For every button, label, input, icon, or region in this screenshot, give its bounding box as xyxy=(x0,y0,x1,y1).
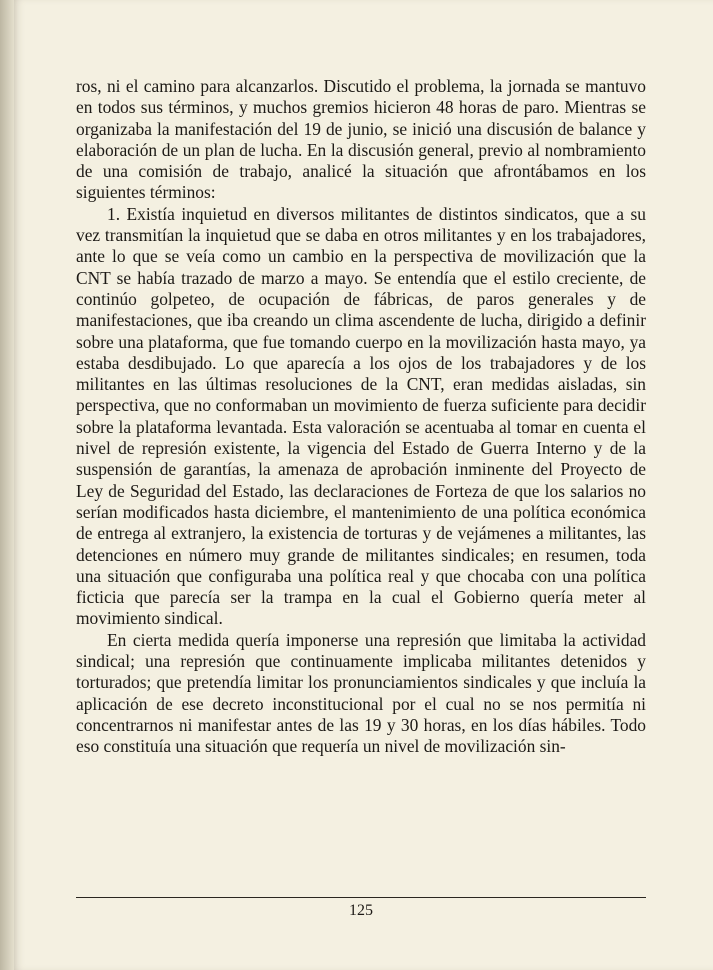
body-text xyxy=(76,76,646,758)
binding-shadow xyxy=(0,0,14,970)
footer-rule xyxy=(76,897,646,898)
paragraph-repression: En cierta medida quería imponerse una represión que limitaba la actividad sindical; una represión que continuamente implicaba militantes detenidos y torturados; que pretendía limitar los pronunciamientos sindicales y que incluía la aplicación de ese decreto inconstitucional por el cual no se nos permitía ni concentrarnos ni manifestar antes de las 19 y 30 horas, en los días hábiles. Todo eso constituía una situación que requería un nivel de movilización sin- xyxy=(76,629,646,757)
paragraph-continuation: ros, ni el camino para alcanzarlos. Discutido el problema, la jornada se mantuvo en todos sus términos, y muchos gremios hicieron 48 horas de paro. Mientras se organizaba la manifestación del 19 de junio, se inició una discusión de balance y elaboración de un plan de lucha. En la discusión general, previo al nombramiento de una comisión de trabajo, analicé la situación que afrontábamos en los siguientes términos: xyxy=(76,76,646,203)
paragraph-point-1: 1. Existía inquietud en diversos militantes de distintos sindicatos, que a su vez transmitían la inquietud que se daba en otros militantes y en los trabajadores, ante lo que se veía como un cambio en la perspectiva de movilización que la CNT se había trazado de marzo a mayo. Se entendía que el estilo creciente, de continúo golpeteo, de ocupación de fábricas, de paros generales y de manifestaciones, que iba creando un clima ascendente de lucha, dirigido a definir sobre una plataforma, que fue tomando cuerpo en la movilización hasta mayo, ya estaba desdibujado. Lo que aparecía a los ojos de los trabajadores y de los militantes en las últimas resoluciones de la CNT, eran medidas aisladas, sin perspectiva, que no conformaban un movimiento de fuerza suficiente para decidir sobre la plataforma levantada. Esta valoración se acentuaba al tomar en cuenta el nivel de represión existente, la vigencia del Estado de Guerra Interno y de la suspensión de garantías, la amenaza de aprobación inminente del Proyecto de Ley de Seguridad del Estado, las declaraciones de Forteza de que los salarios no serían modificados hasta diciembre, el mantenimiento de una política económica de entrega al extranjero, la existencia de torturas y de vejámenes a militantes, las detenciones en número muy grande de militantes sindicales; en resumen, toda una situación que configuraba una política real y que chocaba con una política ficticia que parecía ser la trampa en la cual el Gobierno quería meter al movimiento sindical. xyxy=(76,203,646,629)
page-number: 125 xyxy=(349,902,373,919)
